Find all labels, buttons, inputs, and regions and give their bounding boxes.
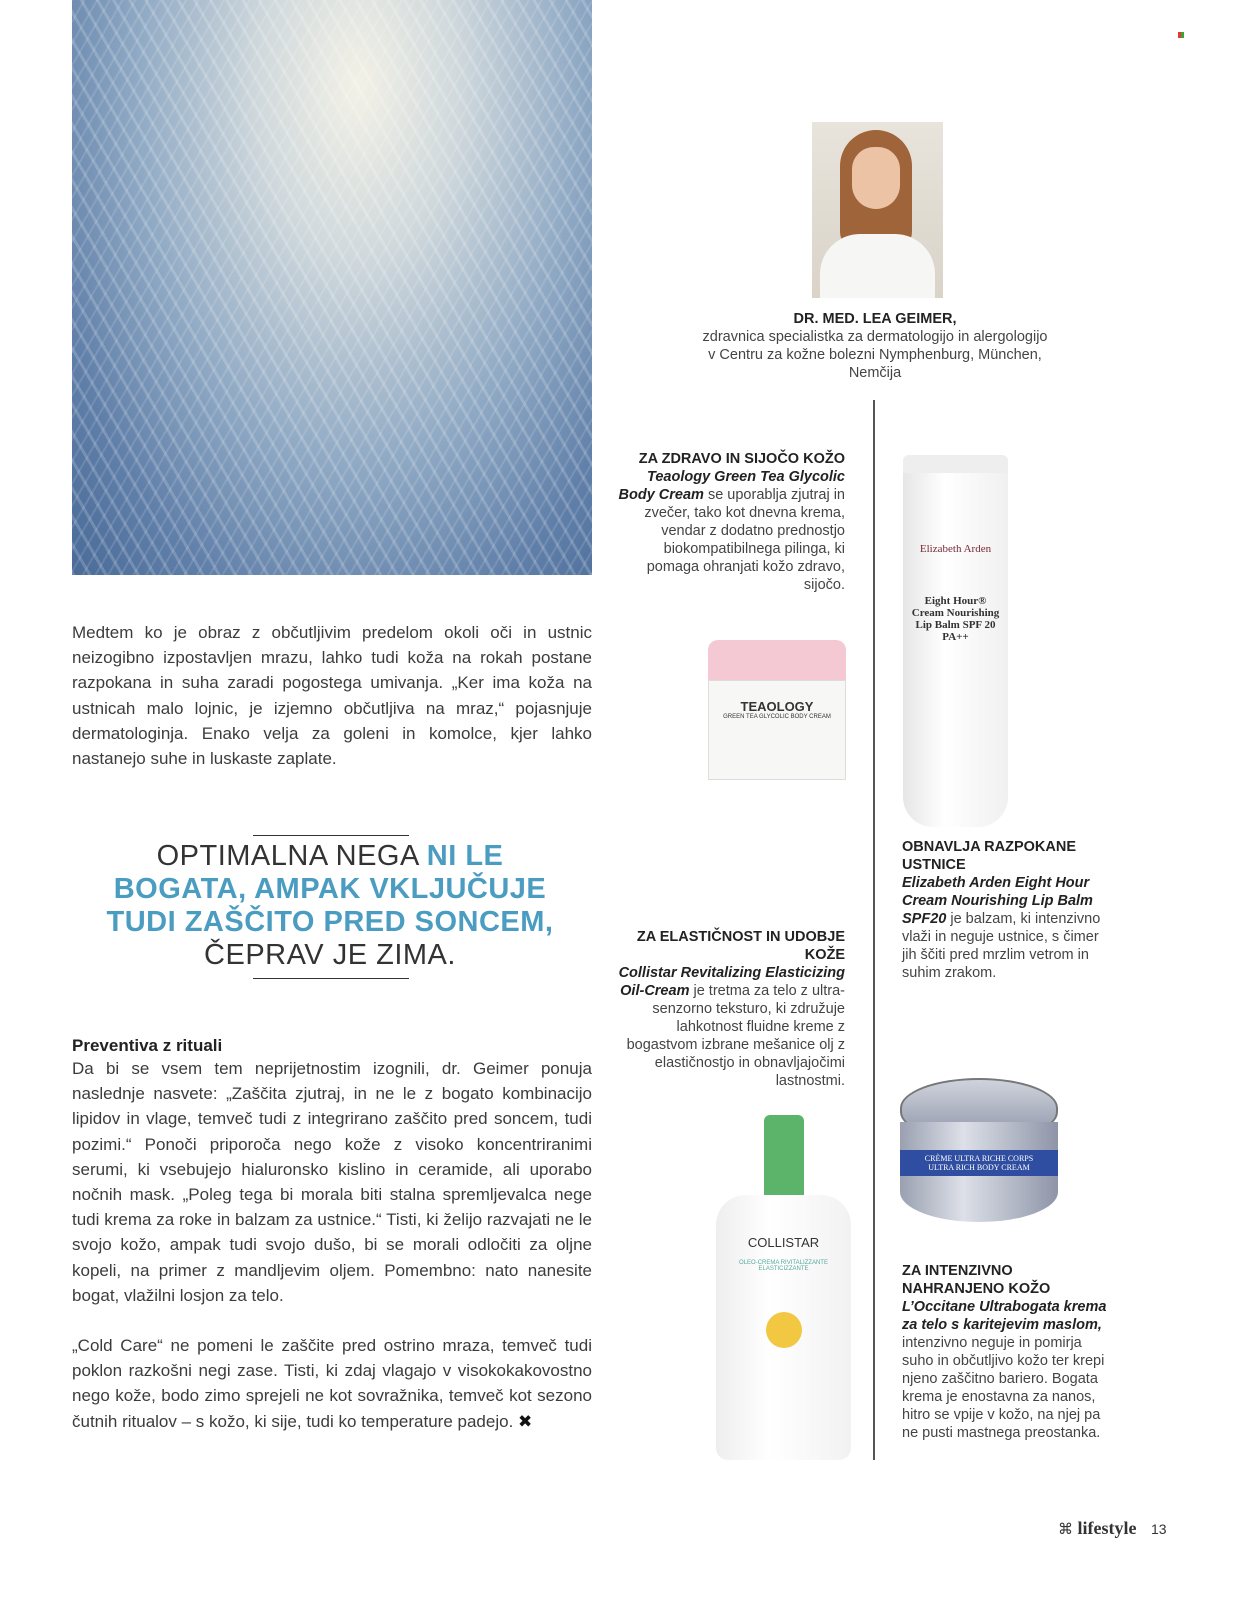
- product-name: Collistar Revitalizing Elasticizing Oil-Cream: [618, 965, 845, 999]
- expert-caption: [700, 310, 1050, 382]
- page-footer: [1058, 1518, 1167, 1539]
- teaology-jar-image: [708, 640, 846, 780]
- product-caption: OBNAVLJA RAZPOKANE USTNICE: [902, 839, 1077, 873]
- page-number: 13: [1150, 1521, 1167, 1537]
- product-label: Elizabeth Arden: [919, 543, 992, 555]
- section-name: lifestyle: [1077, 1518, 1137, 1538]
- product-text: se uporablja zjutraj in zvečer, tako kot dnevna krema, vendar z dodatno prednostjo biokompatibilnega pilinga, ki pomaga ohranjati kožo zdravo, sijočo.: [644, 487, 845, 593]
- section-paragraph: [72, 1333, 592, 1434]
- quote-part: OPTIMALNA NEGA: [156, 840, 427, 872]
- product-text: je balzam, ki intenzivno vlaži in neguje ustnice, s čimer jih ščiti pred mrzlim vetrom in suhim zrakom.: [902, 911, 1101, 981]
- product-sublabel: Eight Hour® Cream Nourishing Lip Balm SPF 20 PA++: [911, 595, 1000, 643]
- product-blurb-elizabeth-arden: [902, 838, 1112, 982]
- expert-name: DR. MED. LEA GEIMER,: [793, 311, 957, 327]
- section-preventiva: [72, 1036, 592, 1434]
- product-sublabel: ULTRA RICH BODY CREAM: [928, 1163, 1030, 1172]
- product-blurb-teaology: [610, 450, 845, 594]
- product-name: Teaology Green Tea Glycolic Body Cream: [618, 469, 845, 503]
- expert-description: zdravnica specialistka za dermatologijo in alergologijo v Centru za kožne bolezni Nymphenburg, München, Nemčija: [702, 329, 1048, 381]
- product-caption: ZA ZDRAVO IN SIJOČO KOŽO: [638, 451, 845, 467]
- product-text: intenzivno neguje in pomirja suho in občutljivo kožo ter krepi njeno zaščitno bariero. Bogata krema je enostavna za nanos, hitro se vpije v kožo, na njej pa ne pusti mastnega preostanka.: [902, 1335, 1105, 1441]
- product-text: je tretma za telo z ultra-senzorno teksturo, ki združuje lahkotnost fluidne kreme z bogastvom izbrane mešanice olj z elastičnostjo in obnavljajočimi lastnostmi.: [626, 983, 845, 1089]
- corner-marker-icon: [1178, 32, 1184, 38]
- product-name: L’Occitane Ultrabogata krema za telo s karitejevim maslom,: [902, 1299, 1107, 1333]
- frost-crystals-photo: [72, 0, 592, 575]
- product-label: TEAOLOGY: [740, 699, 814, 714]
- paragraph-text: „Cold Care“ ne pomeni le zaščite pred ostrino mraza, temveč tudi poklon razkošni negi zase. Tisti, ki zdaj vlagajo v visokokakovostno nego kože, bodo zimo sprejeli ne kot sovražnika, temveč kot sezono čutnih ritualov – s kožo, ki sije, tudi ko temperature padejo.: [72, 1336, 592, 1431]
- section-paragraph: Da bi se vsem tem neprijetnostim izognili, dr. Geimer ponuja naslednje nasvete: „Zaščita zjutraj, in ne le z bogato kombinacijo lipidov in vlage, temveč tudi z integrirano zaščito pred soncem, tudi pozimi.“ Ponoči priporoča nego kože z visoko koncentriranimi serumi, ki vsebujejo hialuronsko kislino in ceramide, ali uporabo nočnih mask. „Poleg tega bi morala biti stalna spremljevalca nege tudi krema za roke in balzam za ustnice.“ Tisti, ki želijo razvajati ne le svojo kožo, ampak tudi svojo dušo, bi se morali odločiti za oljne kopeli, na primer z mandljevim oljem. Pomembno: nato nanesite bogat, vlažilni losjon za telo.: [72, 1059, 592, 1305]
- pull-quote: [100, 840, 560, 972]
- end-mark-icon: ✖: [518, 1411, 533, 1431]
- quote-highlight: NI LE BOGATA, AMPAK VKLJUČUJE TUDI ZAŠČITO PRED SONCEM,: [106, 840, 554, 938]
- product-blurb-collistar: [610, 928, 845, 1090]
- product-label: CRÈME ULTRA RICHE CORPS: [924, 1154, 1034, 1163]
- product-blurb-loccitane: [902, 1262, 1112, 1442]
- column-divider: [873, 400, 875, 1460]
- product-name: Elizabeth Arden Eight Hour Cream Nourishing Lip Balm SPF20: [902, 875, 1093, 927]
- product-caption: ZA ELASTIČNOST IN UDOBJE KOŽE: [636, 929, 845, 963]
- section-heading: Preventiva z rituali: [72, 1036, 223, 1055]
- quote-rule-bottom: [253, 978, 409, 979]
- intro-paragraph: Medtem ko je obraz z občutljivim predelom okoli oči in ustnic neizogibno izpostavljen mrazu, lahko tudi koža na rokah postane razpokana in suha zaradi pogostega umivanja. „Ker ima koža na ustnicah malo lojnic, je izjemno občutljiva na mraz,“ pojasnjuje dermatologinja. Enako velja za goleni in komolce, kjer lahko nastanejo suhe in luskaste zaplate.: [72, 623, 592, 769]
- section-logo-icon: ⌘: [1058, 1520, 1073, 1538]
- quote-rule-top: [253, 835, 409, 836]
- product-caption: ZA INTENZIVNO NAHRANJENO KOŽO: [902, 1263, 1051, 1297]
- product-label: COLLISTAR: [747, 1235, 820, 1250]
- product-sublabel: OLEO-CREMA RIVITALIZZANTE ELASTICIZZANTE: [739, 1260, 828, 1272]
- collistar-bottle-image: [716, 1115, 851, 1460]
- loccitane-tin-image: [900, 1078, 1058, 1253]
- product-sublabel: GREEN TEA GLYCOLIC BODY CREAM: [723, 714, 831, 720]
- quote-part: ČEPRAV JE ZIMA.: [204, 939, 456, 971]
- expert-portrait: [812, 122, 943, 298]
- elizabeth-arden-tube-image: [903, 455, 1008, 827]
